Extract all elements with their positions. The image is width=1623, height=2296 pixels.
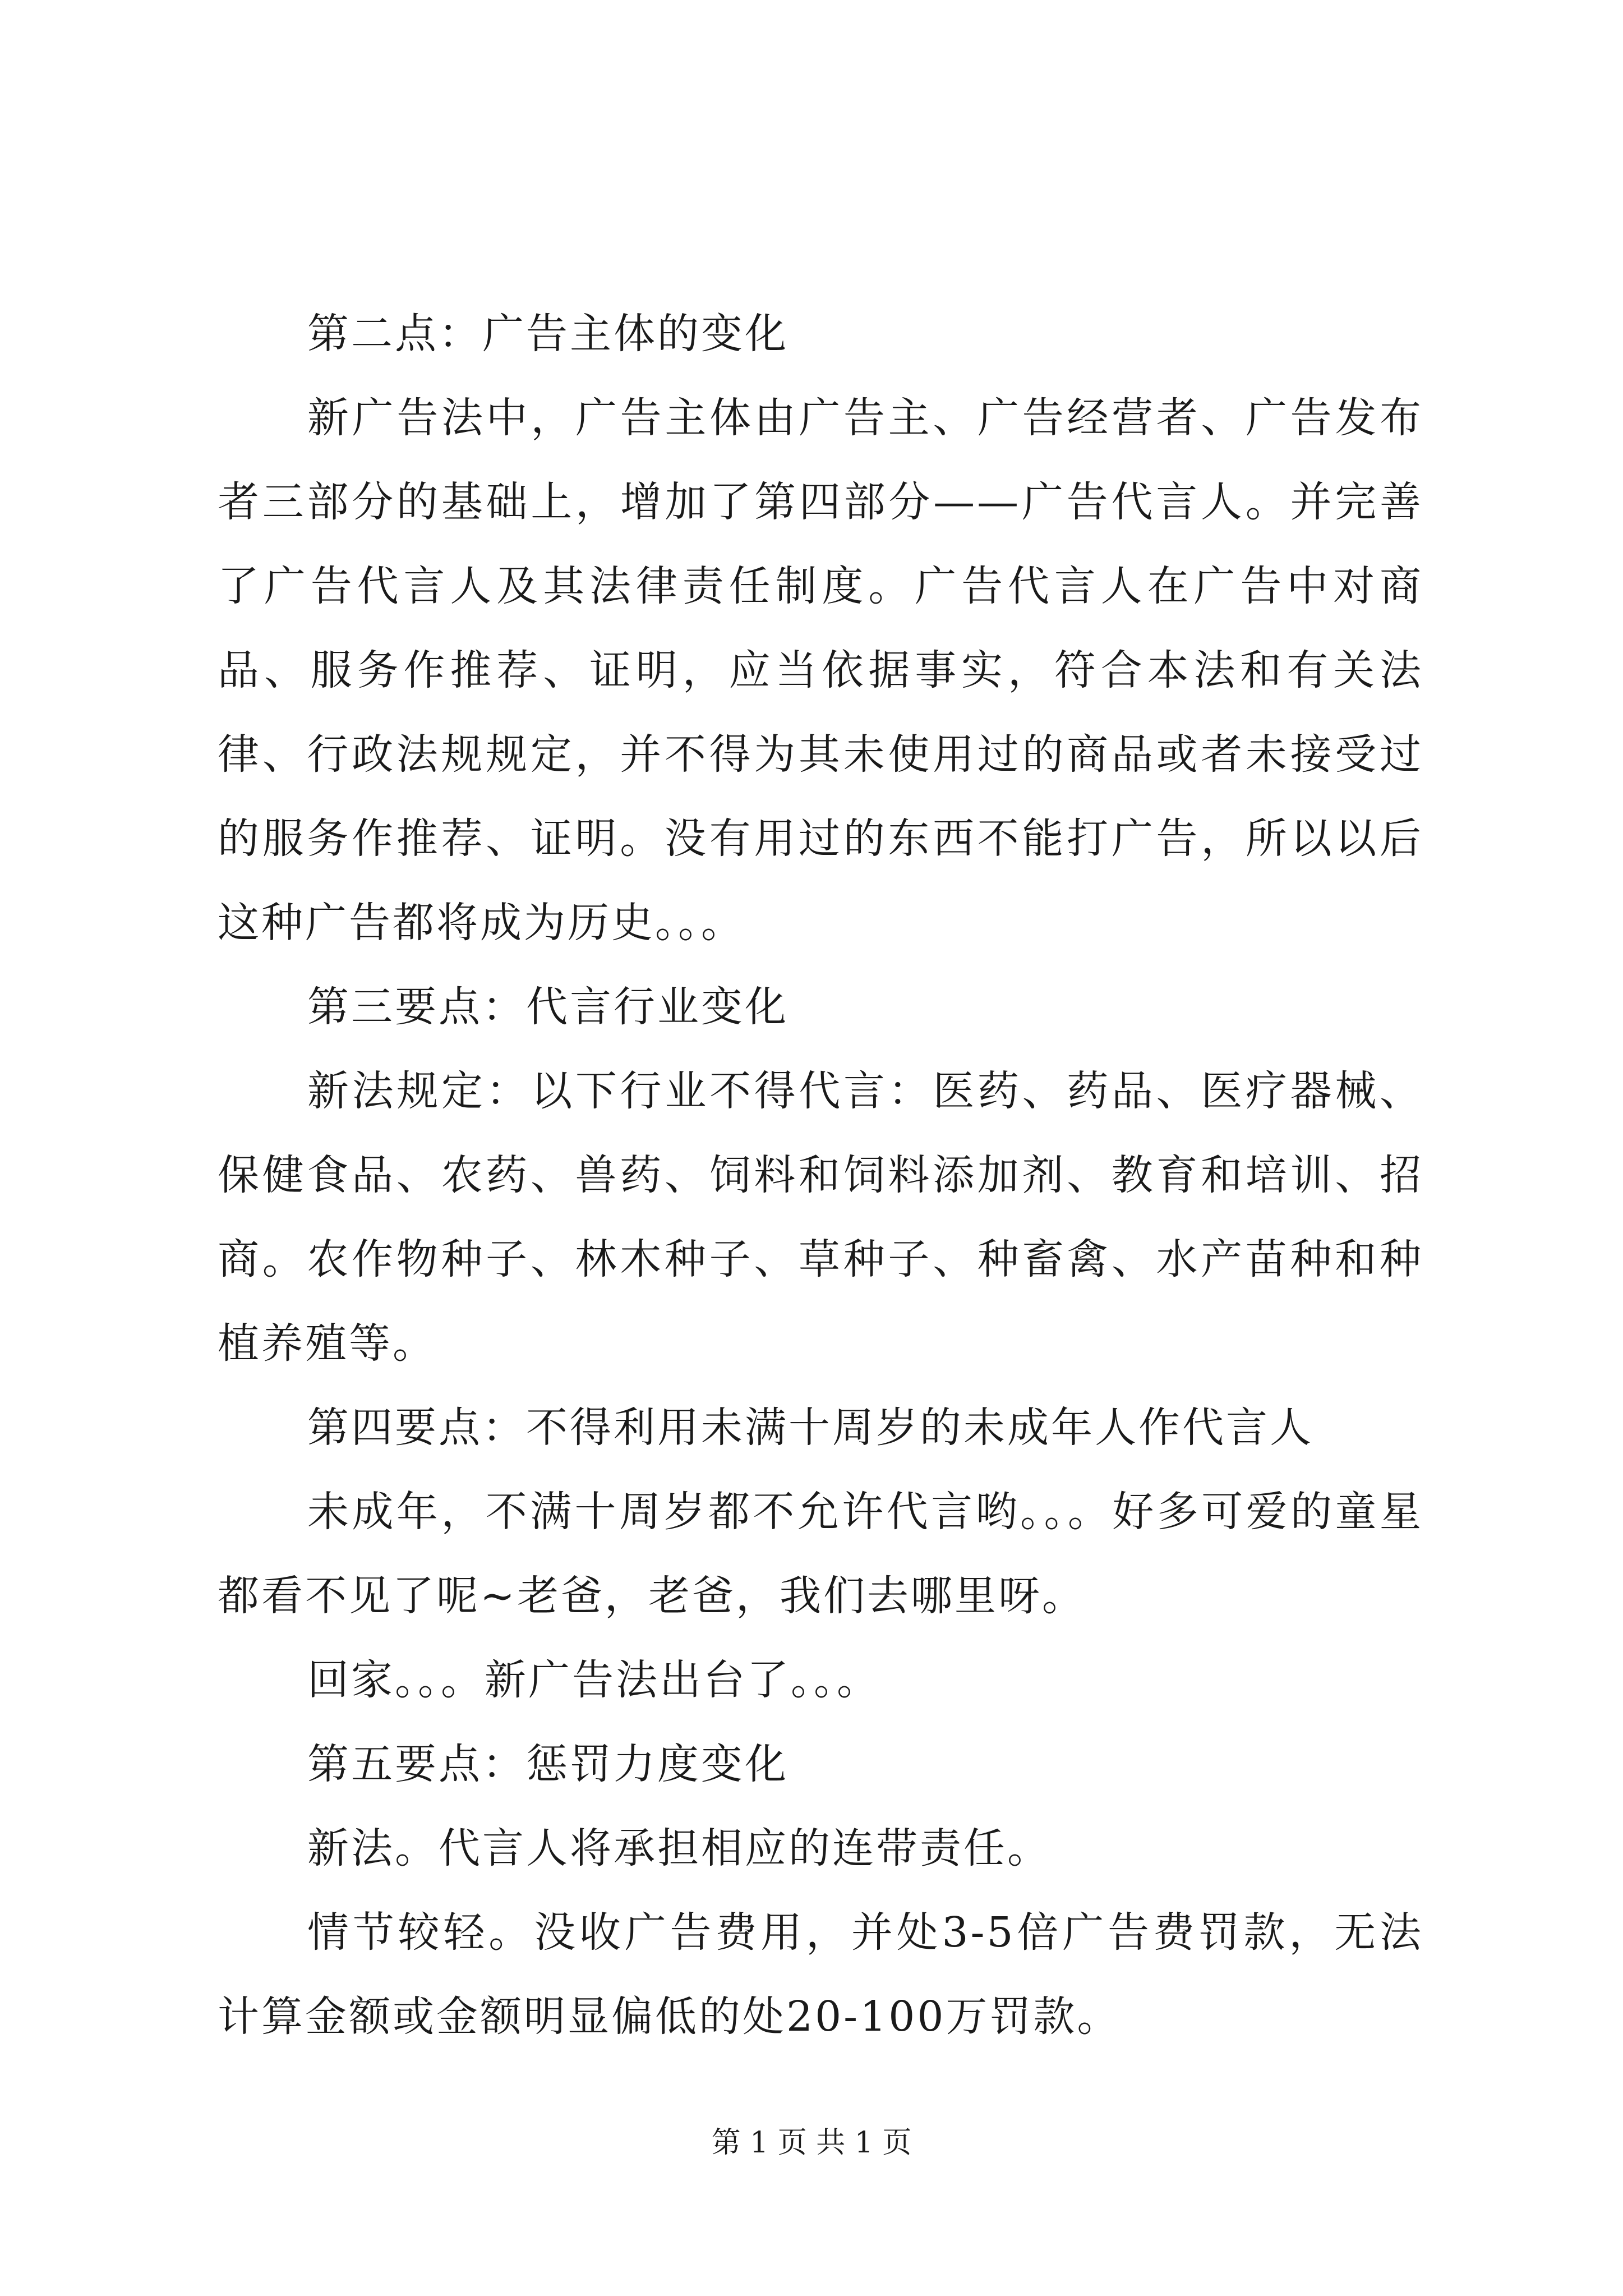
- page-number-footer: 第 1 页 共 1 页: [711, 2126, 912, 2160]
- paragraph-industry-restrictions: 新法规定：以下行业不得代言：医药、药品、医疗器械、保健食品、农药、兽药、饲料和饲料添加剂、教育和培训、招商。农作物种子、林木种子、草种子、种畜禽、水产苗种和种植养殖等。: [218, 1067, 1423, 1368]
- document-body: [218, 292, 1423, 2059]
- paragraph-penalties: 情节较轻。没收广告费用，并处3-5倍广告费罚款，无法计算金额或金额明显偏低的处20-100万罚款。: [218, 1908, 1423, 2041]
- paragraph-go-home: 回家。。。新广告法出台了。。。: [307, 1656, 880, 1704]
- paragraph-ad-subjects: 新广告法中，广告主体由广告主、广告经营者、广告发布者三部分的基础上，增加了第四部分——广告代言人。并完善了广告代言人及其法律责任制度。广告代言人在广告中对商品、服务作推荐、证明，应当依据事实，符合本法和有关法律、行政法规规定，并不得为其未使用过的商品或者未接受过的服务作推荐、证明。没有用过的东西不能打广告，所以以后这种广告都将成为历史。。。: [218, 394, 1423, 947]
- paragraph-liability: 新法。代言人将承担相应的连带责任。: [307, 1824, 1051, 1872]
- section-heading-point-4: 第四要点：不得利用未满十周岁的未成年人作代言人: [307, 1404, 1313, 1452]
- paragraph-minors: 未成年，不满十周岁都不允许代言哟。。。好多可爱的童星都看不见了呢~老爸，老爸，我们去哪里呀。: [218, 1488, 1423, 1620]
- section-heading-point-3: 第三要点：代言行业变化: [307, 983, 789, 1031]
- section-heading-point-2: 第二点：广告主体的变化: [307, 310, 789, 358]
- section-heading-point-5: 第五要点：惩罚力度变化: [307, 1740, 789, 1788]
